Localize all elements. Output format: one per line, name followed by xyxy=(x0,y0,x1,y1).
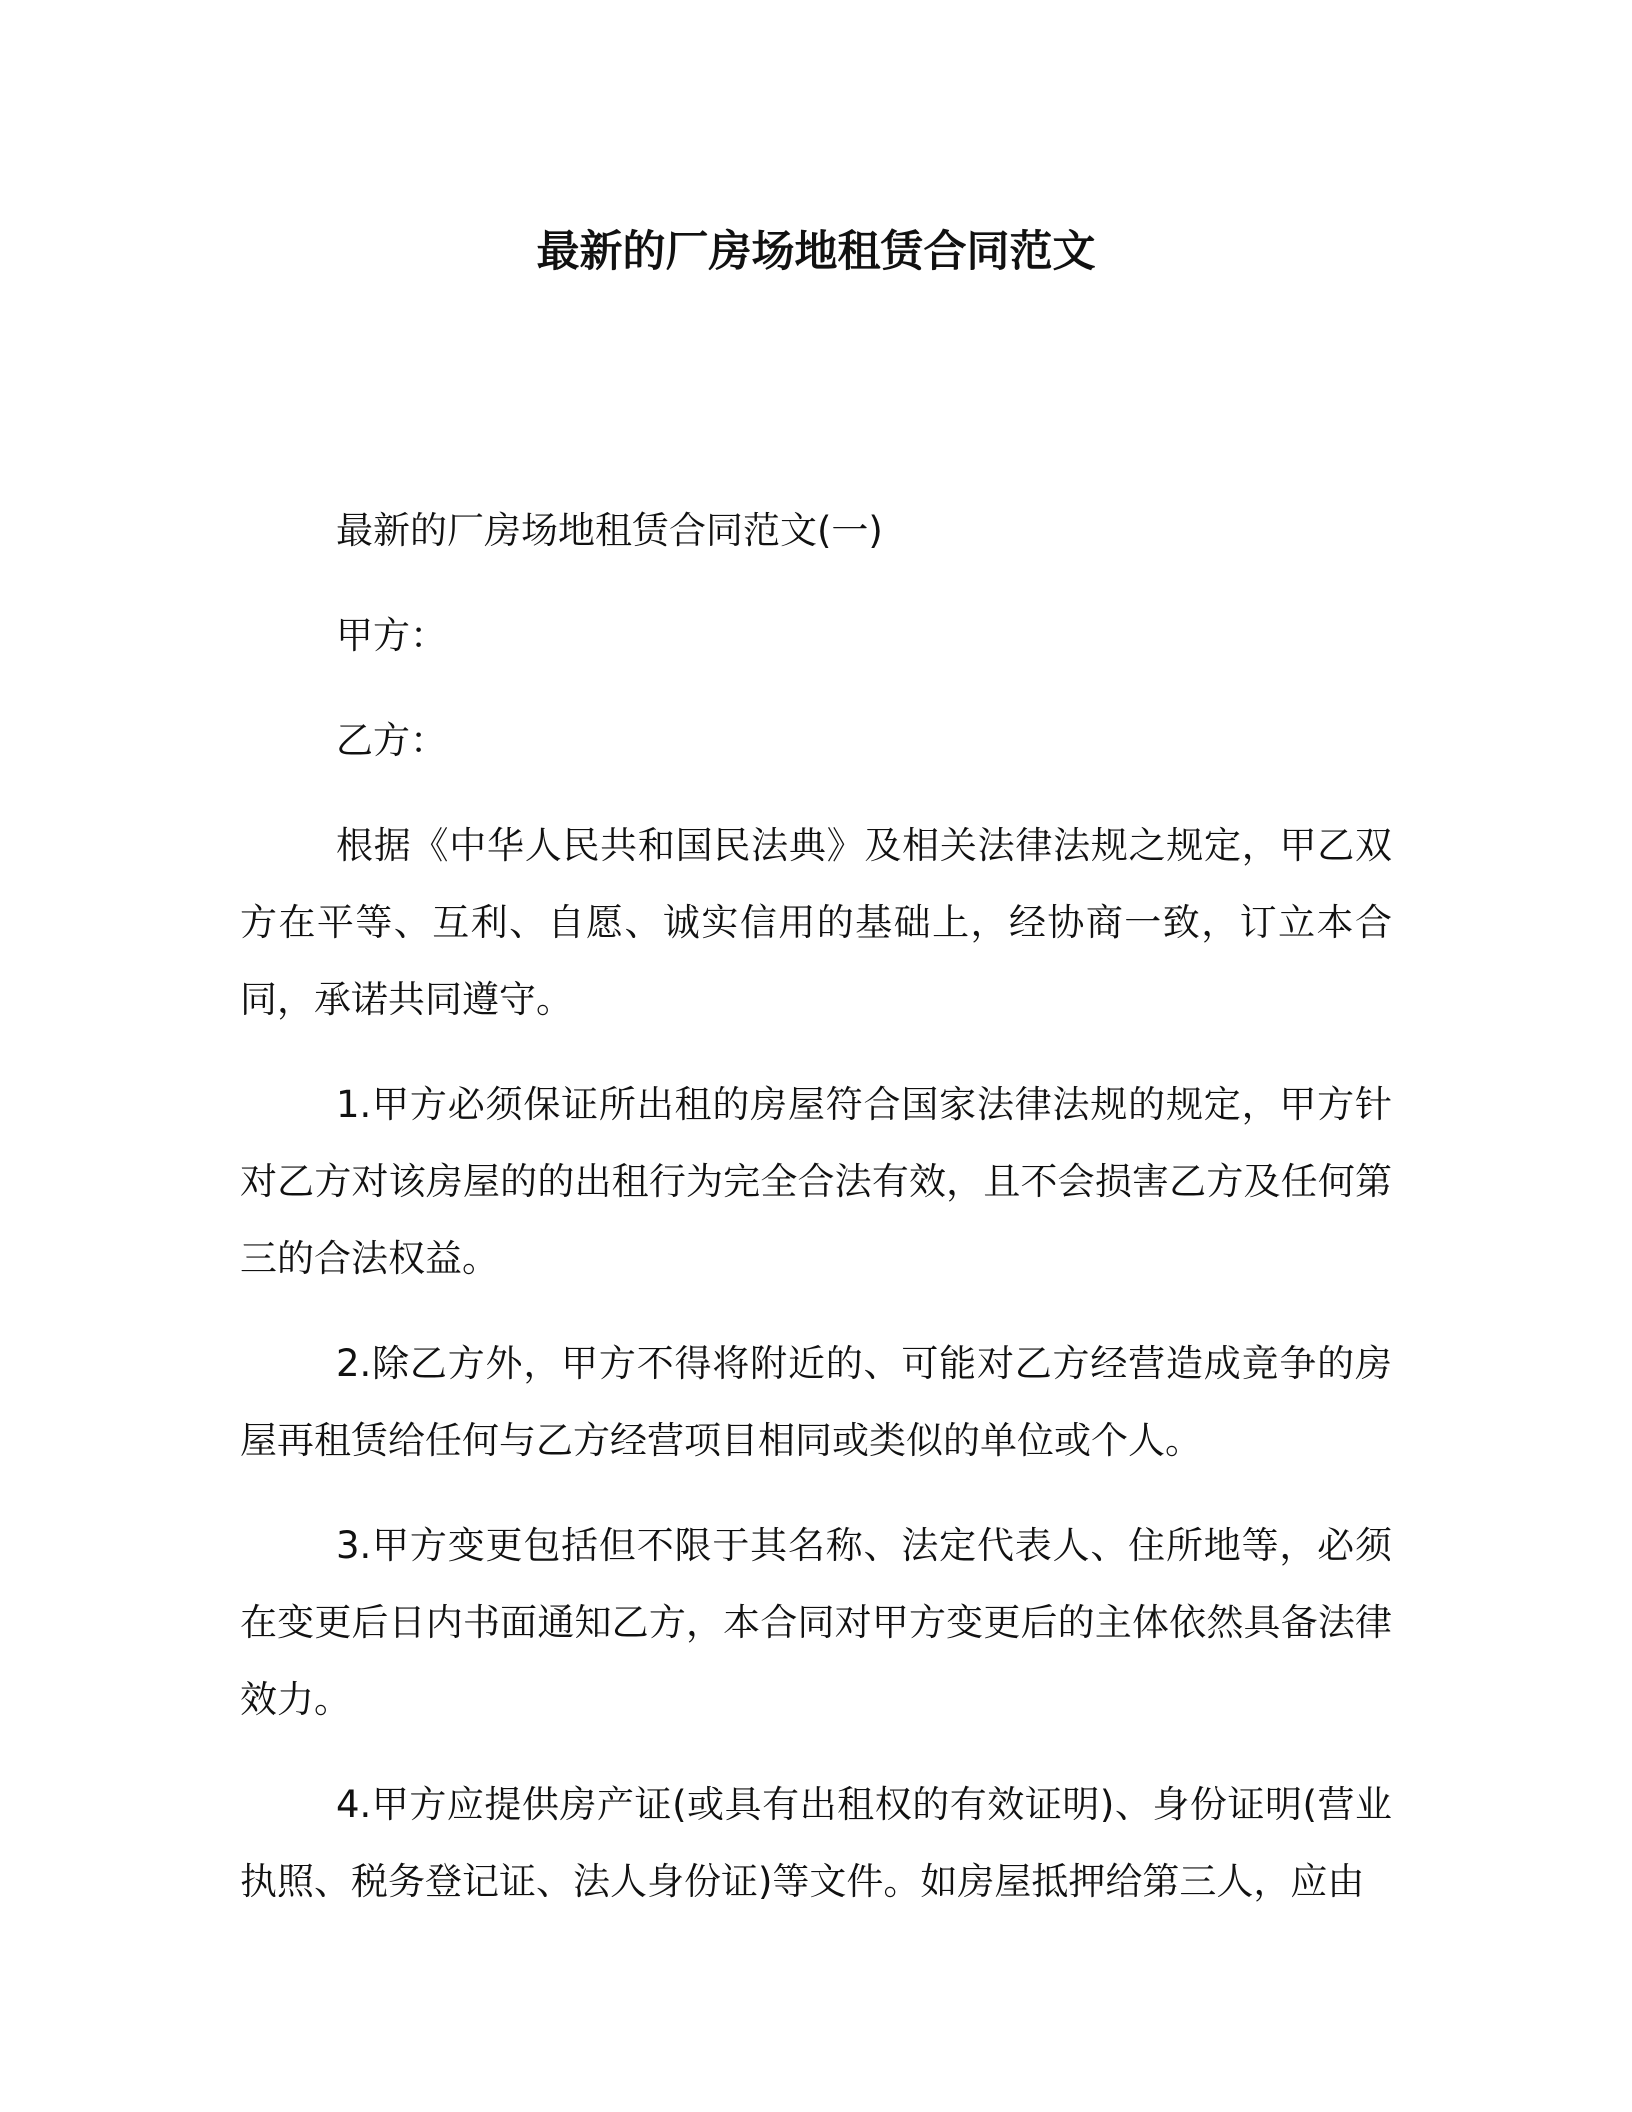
clause-4-paragraph: 4.甲方应提供房产证(或具有出租权的有效证明)、身份证明(营业执照、税务登记证、法人身份证)等文件。如房屋抵押给第三人，应由 xyxy=(240,1783,1392,1903)
party-a-line: 甲方： xyxy=(336,614,447,657)
party-b-line: 乙方： xyxy=(336,719,447,762)
document-body xyxy=(240,492,1392,1948)
preamble-paragraph: 根据《中华人民共和国民法典》及相关法律法规之规定，甲乙双方在平等、互利、自愿、诚实信用的基础上，经协商一致，订立本合同，承诺共同遵守。 xyxy=(240,824,1392,1021)
clause-3-paragraph: 3.甲方变更包括但不限于其名称、法定代表人、住所地等，必须在变更后日内书面通知乙方，本合同对甲方变更后的主体依然具备法律效力。 xyxy=(240,1524,1392,1721)
clause-2-paragraph: 2.除乙方外，甲方不得将附近的、可能对乙方经营造成竟争的房屋再租赁给任何与乙方经营项目相同或类似的单位或个人。 xyxy=(240,1342,1392,1462)
section-heading: 最新的厂房场地租赁合同范文(一) xyxy=(336,509,883,552)
document-title: 最新的厂房场地租赁合同范文 xyxy=(536,227,1096,277)
clause-1-paragraph: 1.甲方必须保证所出租的房屋符合国家法律法规的规定，甲方针对乙方对该房屋的的出租行为完全合法有效，且不会损害乙方及任何第三的合法权益。 xyxy=(240,1083,1392,1280)
